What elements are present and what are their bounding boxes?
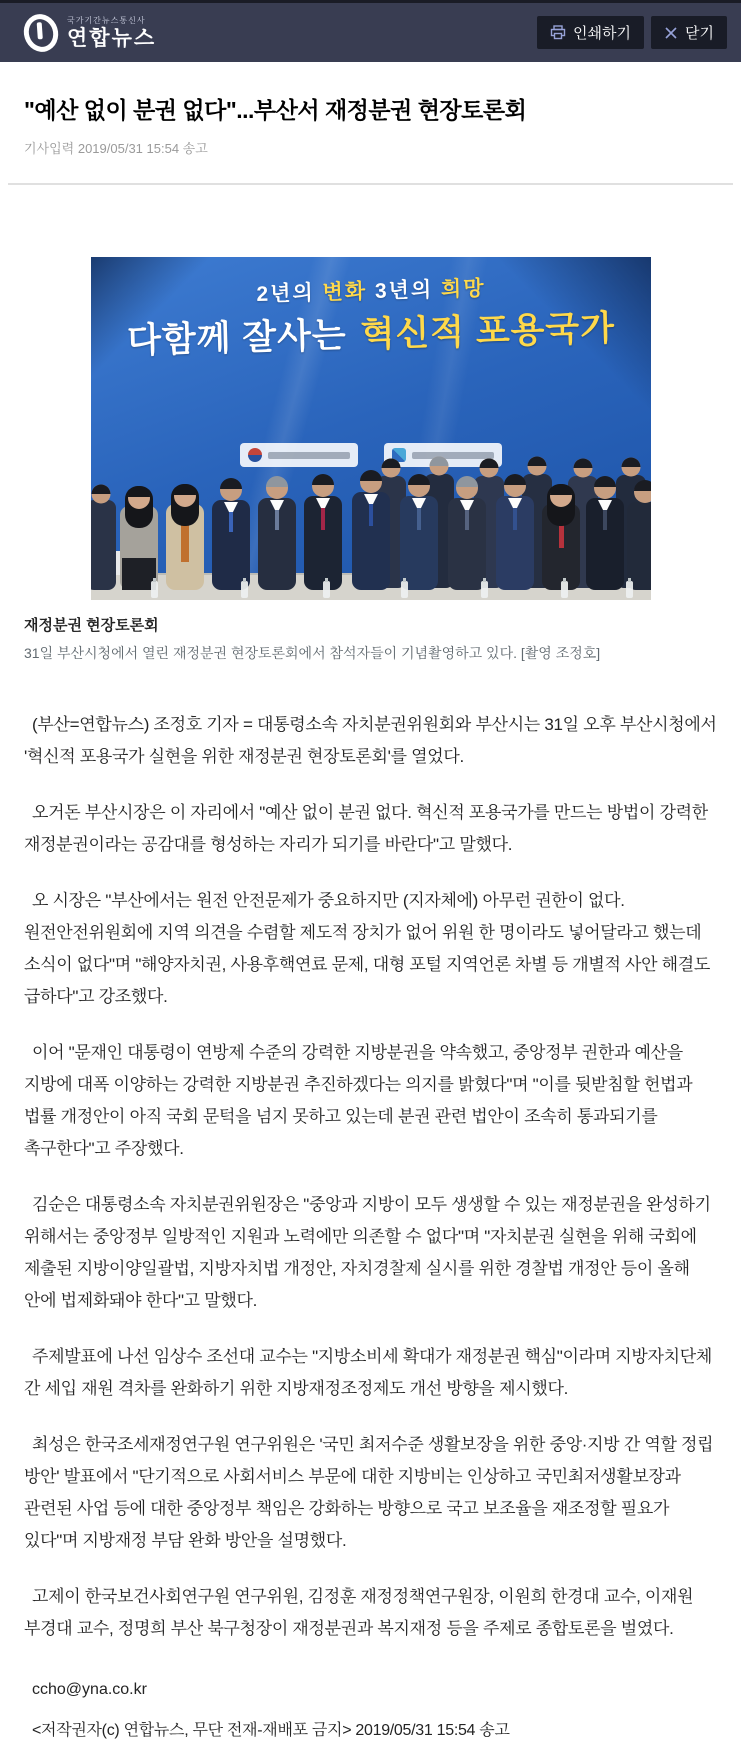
- print-label: 인쇄하기: [573, 25, 632, 42]
- close-icon: [664, 26, 678, 40]
- brand-tagline: 국가기간뉴스통신사: [67, 15, 146, 25]
- person-silhouette: [542, 484, 580, 590]
- person-silhouette: [212, 478, 250, 590]
- paragraph: 최성은 한국조세재정연구원 연구위원은 '국민 최저수준 생활보장을 위한 중앙·지방 간 역할 정립 방안' 발표에서 "단기적으로 사회서비스 부문에 대한 지방비는 인상하고 국민최저생활보장과 관련된 사업 등에 대한 중앙정부 책임은 강화하는 방향으로 국고 보조율을 재조정할 필요가 있다"며 지방재정 부담 완화 방안을 설명했다.: [24, 1435, 714, 1550]
- reporter-email: ccho@yna.co.kr: [32, 1681, 147, 1698]
- banner-word: 희망: [440, 277, 486, 302]
- close-label: 닫기: [685, 25, 714, 42]
- header-actions: [537, 16, 727, 49]
- article-photo: [91, 257, 651, 600]
- photo-caption-desc: 31일 부산시청에서 열린 재정분권 현장토론회에서 참석자들이 기념촬영하고 있다. [촬영 조정호]: [24, 645, 601, 661]
- person-silhouette: [120, 486, 158, 590]
- brand-name: 연합뉴스: [67, 26, 157, 50]
- banner-word: 3년의: [366, 278, 441, 304]
- article: [0, 95, 741, 1740]
- header-bar: [0, 0, 741, 62]
- paragraph: 오거돈 부산시장은 이 자리에서 "예산 없이 분권 없다. 혁신적 포용국가를 만드는 방법이 강력한 재정분권이라는 공감대를 형성하는 자리가 되기를 바란다"고 말했다.: [24, 803, 708, 854]
- paragraph: 김순은 대통령소속 자치분권위원장은 "중앙과 지방이 모두 생생할 수 있는 재정분권을 완성하기 위해서는 중앙정부 일방적인 지원과 노력에만 의존할 수 없다"며 "자치분권 실현을 위해 국회에 제출된 지방이양일괄법, 지방자치법 개정안, 자치경찰제 실시를 위한 경찰법 개정안 등이 올해 안에 법제화돼야 한다"고 말했다.: [24, 1195, 711, 1310]
- banner-word: 변화: [321, 280, 367, 305]
- people-photo-illustration: [91, 450, 651, 600]
- paragraph: 오 시장은 "부산에서는 원전 안전문제가 중요하지만 (지자체에) 아무런 권한이 없다. 원전안전위원회에 지역 의견을 수렴할 제도적 장치가 없어 위원 한 명이라도 넣어달라고 했는데 소식이 없다"며 "해양자치권, 사용후핵연료 문제, 대형 포털 지역언론 차별 등 개별적 사안 해결도 급하다"고 강조했다.: [24, 891, 711, 1006]
- banner-word: 혁신적 포용국가: [359, 308, 615, 355]
- copyright-notice: <저작권자(c) 연합뉴스, 무단 전재-재배포 금지> 2019/05/31 15:54 송고: [32, 1722, 510, 1739]
- paragraph: 주제발표에 나선 임상수 조선대 교수는 "지방소비세 확대가 재정분권 핵심"이라며 지방자치단체 간 세입 재원 격차를 완화하기 위한 지방재정조정제도 개선 방향을 제시했다.: [24, 1347, 713, 1398]
- brand-text: [67, 17, 156, 49]
- printer-icon: [550, 25, 566, 40]
- person-silhouette: [166, 484, 204, 590]
- yonhap-emblem-icon: [19, 9, 63, 56]
- paragraph: (부산=연합뉴스) 조정호 기자 = 대통령소속 자치분권위원회와 부산시는 31일 오후 부산시청에서 '혁신적 포용국가 실현을 위한 재정분권 현장토론회'를 열었다.: [24, 715, 717, 766]
- banner-word: 다함께 잘사는: [126, 315, 347, 361]
- paragraph: 이어 "문재인 대통령이 연방제 수준의 강력한 지방분권을 약속했고, 중앙정부 권한과 예산을 지방에 대폭 이양하는 강력한 지방분권 추진하겠다는 의지를 밝혔다"며 "이를 뒷받침할 헌법과 법률 개정안이 아직 국회 문턱을 넘지 못하고 있는데 분권 관련 법안이 조속히 통과되기를 촉구한다"고 주장했다.: [24, 1043, 693, 1158]
- person-silhouette: [304, 474, 342, 590]
- print-button[interactable]: [537, 16, 644, 49]
- paragraph: 고제이 한국보건사회연구원 연구위원, 김정훈 재정정책연구원장, 이원희 한경대 교수, 이재원 부경대 교수, 정명희 부산 북구청장이 재정분권과 복지재정 등을 주제로 종합토론을 벌였다.: [24, 1587, 694, 1638]
- banner-word: 2년의: [255, 281, 323, 306]
- person-silhouette: [258, 476, 296, 590]
- article-title: "예산 없이 분권 없다"...부산서 재정분권 현장토론회: [24, 97, 527, 123]
- article-meta: 기사입력 2019/05/31 15:54 송고: [24, 141, 208, 156]
- close-button[interactable]: [651, 16, 727, 49]
- divider: [8, 183, 733, 185]
- photo-caption-title: 재정분권 현장토론회: [24, 617, 159, 634]
- yonhap-logo: [24, 14, 156, 52]
